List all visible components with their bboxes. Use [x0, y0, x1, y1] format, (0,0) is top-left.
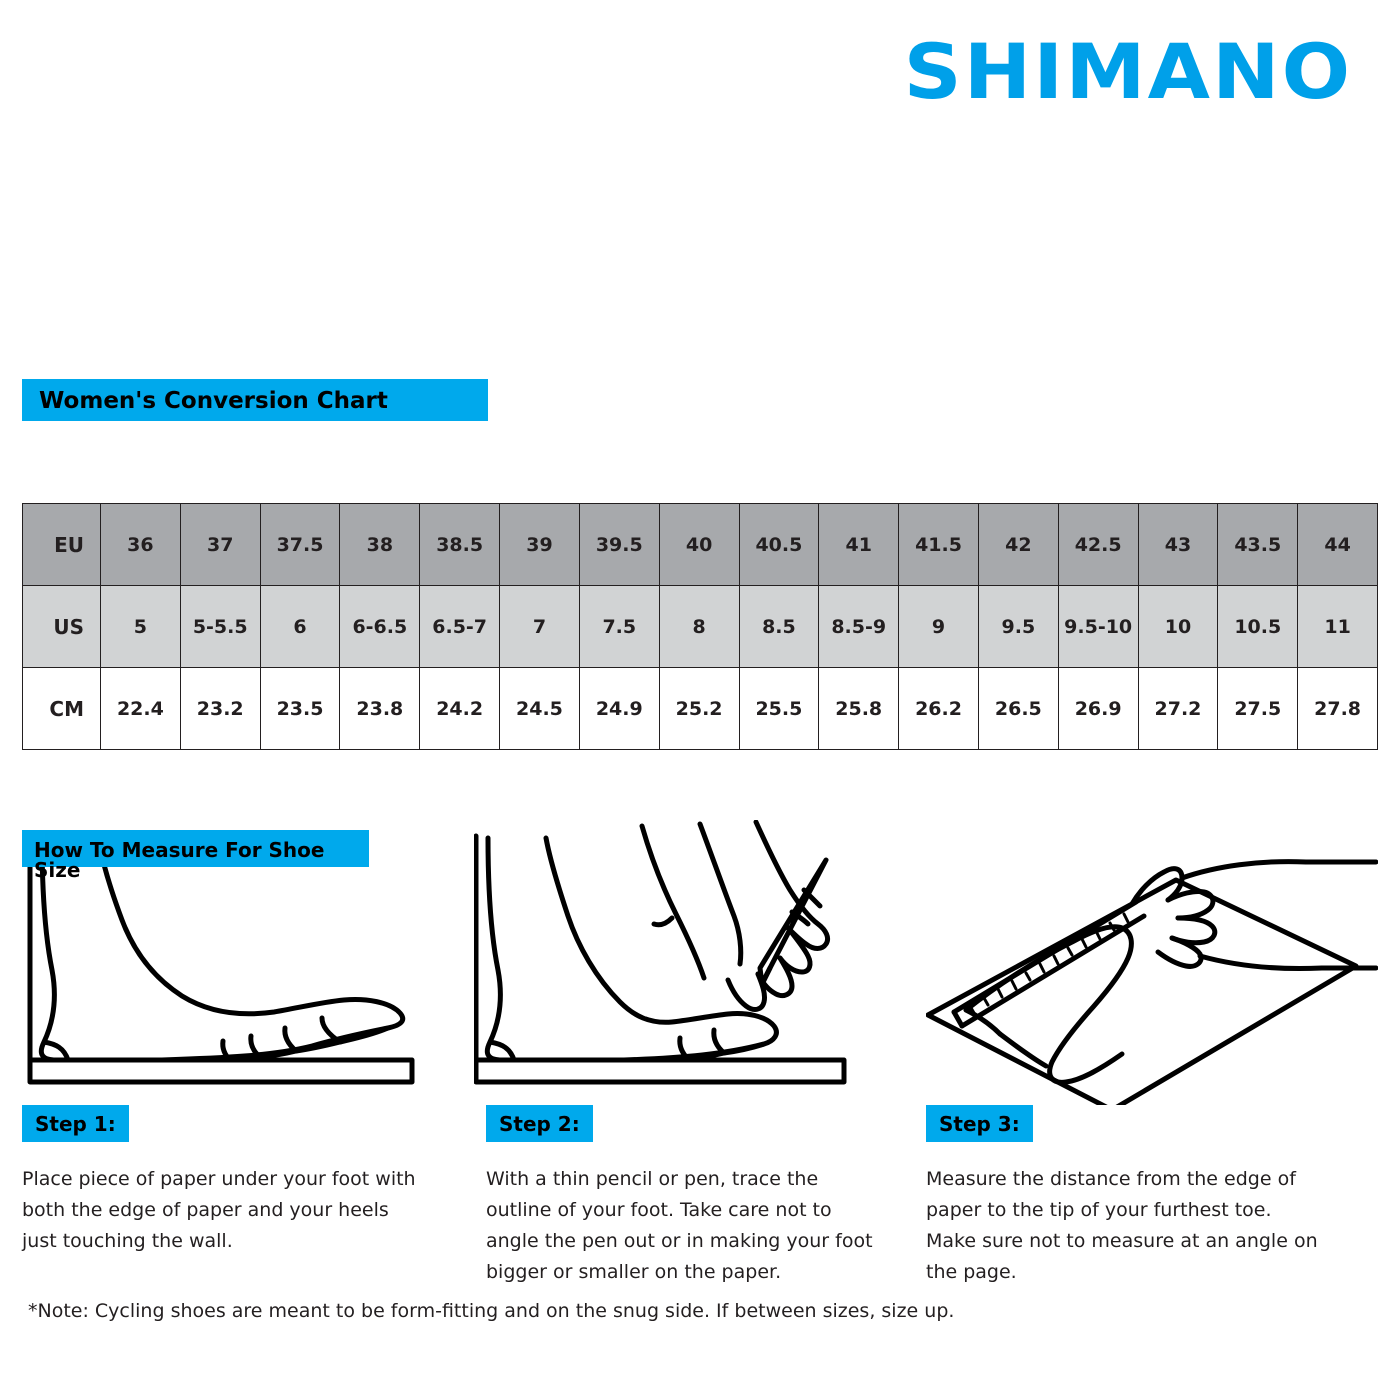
how-to-measure-section: [22, 820, 1378, 1288]
cell-us-6: 7.5: [579, 586, 659, 668]
cell-cm-5: 24.5: [500, 668, 580, 750]
cell-us-9: 8.5-9: [819, 586, 899, 668]
cell-eu-10: 41.5: [899, 504, 979, 586]
cell-us-12: 9.5-10: [1058, 586, 1138, 668]
cell-us-7: 8: [659, 586, 739, 668]
cell-eu-4: 38.5: [420, 504, 500, 586]
cell-cm-4: 24.2: [420, 668, 500, 750]
cell-us-10: 9: [899, 586, 979, 668]
tracing-foot-illustration: [474, 820, 926, 1105]
row-header-eu: EU: [23, 504, 101, 586]
cell-eu-2: 37.5: [260, 504, 340, 586]
step-2-text: With a thin pencil or pen, trace the outline of your foot. Take care not to angle the pen out or in making your foot bigger or smaller on the paper.: [486, 1168, 873, 1283]
cell-us-0: 5: [101, 586, 181, 668]
step-2-label: Step 2:: [486, 1105, 593, 1142]
cell-us-14: 10.5: [1218, 586, 1298, 668]
cell-us-15: 11: [1298, 586, 1378, 668]
footnote: *Note: Cycling shoes are meant to be form-fitting and on the snug side. If between sizes, size up.: [28, 1300, 955, 1322]
cell-cm-13: 27.2: [1138, 668, 1218, 750]
cell-eu-9: 41: [819, 504, 899, 586]
cell-cm-11: 26.5: [978, 668, 1058, 750]
cell-cm-6: 24.9: [579, 668, 659, 750]
step-1-label: Step 1:: [22, 1105, 129, 1142]
cell-us-4: 6.5-7: [420, 586, 500, 668]
cell-eu-13: 43: [1138, 504, 1218, 586]
table-row-cm: [23, 668, 1378, 750]
cell-us-13: 10: [1138, 586, 1218, 668]
step-1-text: Place piece of paper under your foot with both the edge of paper and your heels just touching the wall.: [22, 1168, 416, 1252]
cell-eu-11: 42: [978, 504, 1058, 586]
cell-eu-0: 36: [101, 504, 181, 586]
cell-eu-1: 37: [180, 504, 260, 586]
cell-us-8: 8.5: [739, 586, 819, 668]
cell-cm-0: 22.4: [101, 668, 181, 750]
cell-eu-5: 39: [500, 504, 580, 586]
step-3-text: Measure the distance from the edge of paper to the tip of your furthest toe. Make sure not to measure at an angle on the page.: [926, 1168, 1318, 1283]
cell-cm-7: 25.2: [659, 668, 739, 750]
cell-eu-8: 40.5: [739, 504, 819, 586]
cell-cm-10: 26.2: [899, 668, 979, 750]
cell-eu-7: 40: [659, 504, 739, 586]
cell-eu-15: 44: [1298, 504, 1378, 586]
cell-us-3: 6-6.5: [340, 586, 420, 668]
cell-us-11: 9.5: [978, 586, 1058, 668]
measuring-outline-illustration: [926, 820, 1378, 1105]
shimano-logo: SHIMANO: [903, 27, 1352, 116]
step-column-1: [22, 820, 474, 1288]
step-3-label: Step 3:: [926, 1105, 1033, 1142]
cell-cm-12: 26.9: [1058, 668, 1138, 750]
how-to-measure-text: How To Measure For Shoe Size: [34, 838, 325, 882]
cell-us-2: 6: [260, 586, 340, 668]
womens-conversion-chart-title: [22, 379, 488, 421]
how-to-measure-label: [22, 830, 369, 882]
cell-cm-9: 25.8: [819, 668, 899, 750]
step-column-2: [474, 820, 926, 1288]
cell-cm-14: 27.5: [1218, 668, 1298, 750]
cell-eu-12: 42.5: [1058, 504, 1138, 586]
conversion-table-wrapper: [22, 503, 1378, 750]
step-column-3: [926, 820, 1378, 1288]
cell-eu-6: 39.5: [579, 504, 659, 586]
cell-cm-1: 23.2: [180, 668, 260, 750]
cell-cm-8: 25.5: [739, 668, 819, 750]
table-row-eu: [23, 504, 1378, 586]
conversion-table: [22, 503, 1378, 750]
title-text: Women's Conversion Chart: [39, 388, 388, 414]
cell-cm-15: 27.8: [1298, 668, 1378, 750]
cell-eu-3: 38: [340, 504, 420, 586]
cell-cm-3: 23.8: [340, 668, 420, 750]
cell-us-1: 5-5.5: [180, 586, 260, 668]
table-row-us: [23, 586, 1378, 668]
cell-eu-14: 43.5: [1218, 504, 1298, 586]
row-header-us: US: [23, 586, 101, 668]
row-header-cm: CM: [23, 668, 101, 750]
cell-cm-2: 23.5: [260, 668, 340, 750]
cell-us-5: 7: [500, 586, 580, 668]
